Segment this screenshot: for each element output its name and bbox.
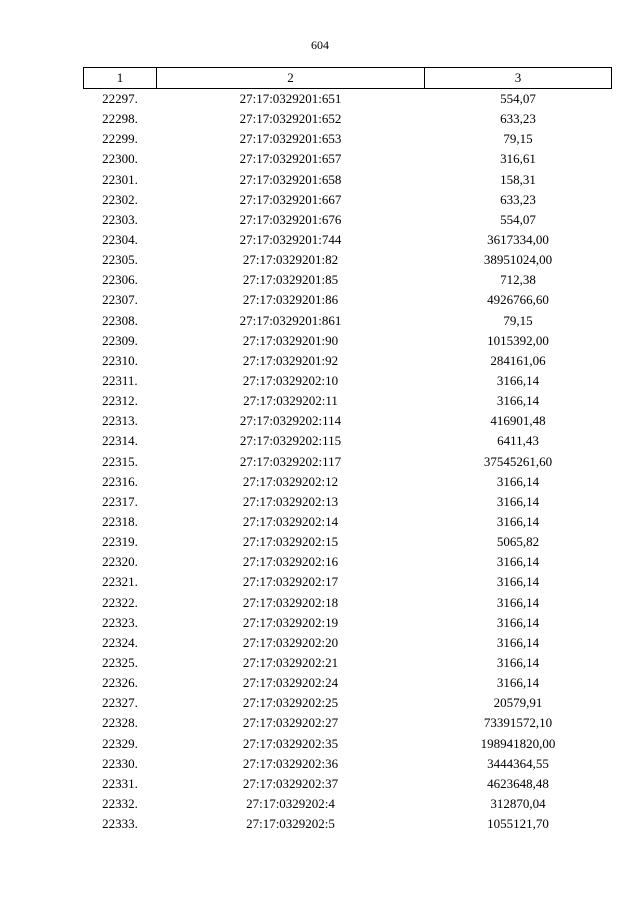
row-number: 22327. bbox=[102, 695, 138, 711]
row-number: 22302. bbox=[102, 191, 138, 207]
table-row bbox=[84, 89, 612, 110]
row-number: 22299. bbox=[102, 131, 138, 147]
table-row bbox=[84, 149, 612, 169]
row-number: 22314. bbox=[102, 433, 138, 449]
value: 3166,14 bbox=[496, 675, 540, 691]
table-row bbox=[84, 794, 612, 814]
table-row bbox=[84, 371, 612, 391]
table-row bbox=[84, 693, 612, 713]
table-row bbox=[84, 270, 612, 290]
cadastral-number: 27:17:0329202:5 bbox=[246, 816, 335, 832]
row-number: 22303. bbox=[102, 211, 138, 227]
row-number: 22305. bbox=[102, 252, 138, 268]
value: 73391572,10 bbox=[483, 715, 553, 731]
value: 284161,06 bbox=[490, 352, 546, 368]
cadastral-number: 27:17:0329201:82 bbox=[242, 252, 339, 268]
table-row bbox=[84, 572, 612, 592]
table-row bbox=[84, 290, 612, 310]
cadastral-number: 27:17:0329201:651 bbox=[239, 91, 342, 107]
row-number: 22317. bbox=[102, 493, 138, 509]
table-row bbox=[84, 351, 612, 371]
cadastral-number: 27:17:0329201:861 bbox=[239, 312, 342, 328]
cadastral-number: 27:17:0329202:21 bbox=[242, 655, 339, 670]
cadastral-number: 27:17:0329202:20 bbox=[242, 634, 339, 650]
row-number: 22320. bbox=[102, 554, 138, 570]
cadastral-table bbox=[83, 67, 612, 834]
value: 712,38 bbox=[500, 272, 536, 288]
cadastral-number: 27:17:0329201:652 bbox=[239, 111, 342, 127]
value: 4623648,48 bbox=[487, 775, 549, 791]
cadastral-number: 27:17:0329202:35 bbox=[242, 735, 339, 751]
table-row bbox=[84, 170, 612, 190]
cadastral-number: 27:17:0329202:14 bbox=[242, 514, 339, 530]
cadastral-number: 27:17:0329201:85 bbox=[242, 272, 339, 288]
value: 3166,14 bbox=[496, 514, 540, 530]
value: 79,15 bbox=[503, 312, 533, 328]
cadastral-number: 27:17:0329202:19 bbox=[242, 614, 339, 630]
cadastral-number: 27:17:0329201:657 bbox=[239, 151, 342, 167]
header-col-2: 2 bbox=[157, 68, 425, 89]
value: 3166,14 bbox=[496, 393, 540, 409]
cadastral-number: 27:17:0329202:13 bbox=[242, 493, 339, 509]
row-number: 22298. bbox=[102, 111, 138, 127]
cadastral-number: 27:17:0329202:117 bbox=[239, 453, 342, 469]
table-row bbox=[84, 452, 612, 472]
cadastral-number: 27:17:0329201:667 bbox=[239, 191, 342, 207]
row-number: 22322. bbox=[102, 594, 138, 610]
value: 3166,14 bbox=[496, 554, 540, 570]
table-row bbox=[84, 250, 612, 270]
row-number: 22301. bbox=[102, 171, 138, 187]
table-row bbox=[84, 713, 612, 733]
value: 3166,14 bbox=[496, 655, 540, 670]
row-number: 22315. bbox=[102, 453, 138, 469]
value: 633,23 bbox=[500, 111, 536, 127]
cadastral-number: 27:17:0329202:27 bbox=[242, 715, 339, 731]
value: 554,07 bbox=[500, 211, 536, 227]
value: 554,07 bbox=[500, 91, 536, 107]
row-number: 22333. bbox=[102, 816, 138, 832]
table-row bbox=[84, 391, 612, 411]
row-number: 22309. bbox=[102, 332, 138, 348]
cadastral-number: 27:17:0329202:24 bbox=[242, 675, 339, 691]
value: 312870,04 bbox=[490, 795, 546, 811]
cadastral-number: 27:17:0329202:18 bbox=[242, 594, 339, 610]
row-number: 22297. bbox=[102, 91, 138, 107]
cadastral-number: 27:17:0329201:92 bbox=[242, 352, 339, 368]
value: 38951024,00 bbox=[483, 252, 553, 268]
table-row bbox=[84, 613, 612, 633]
cadastral-number: 27:17:0329202:15 bbox=[242, 534, 339, 550]
value: 3166,14 bbox=[496, 493, 540, 509]
row-number: 22300. bbox=[102, 151, 138, 167]
cadastral-number: 27:17:0329201:653 bbox=[239, 131, 342, 147]
row-number: 22328. bbox=[102, 715, 138, 731]
table-row bbox=[84, 472, 612, 492]
table-row bbox=[84, 653, 612, 673]
header-col-3: 3 bbox=[425, 68, 612, 89]
table-row bbox=[84, 814, 612, 834]
header-col-1: 1 bbox=[84, 68, 157, 89]
table-row bbox=[84, 774, 612, 794]
value: 158,31 bbox=[500, 171, 536, 187]
value: 37545261,60 bbox=[483, 453, 553, 469]
row-number: 22323. bbox=[102, 614, 138, 630]
cadastral-number: 27:17:0329202:25 bbox=[242, 695, 339, 711]
value: 3166,14 bbox=[496, 473, 540, 489]
table-row bbox=[84, 754, 612, 774]
cadastral-number: 27:17:0329202:36 bbox=[242, 755, 339, 771]
row-number: 22304. bbox=[102, 232, 138, 248]
row-number: 22330. bbox=[102, 755, 138, 771]
cadastral-number: 27:17:0329202:10 bbox=[242, 373, 339, 389]
row-number: 22319. bbox=[102, 534, 138, 550]
table-header bbox=[84, 68, 612, 89]
row-number: 22307. bbox=[102, 292, 138, 308]
cadastral-number: 27:17:0329201:90 bbox=[242, 332, 339, 348]
value: 3444364,55 bbox=[487, 755, 549, 771]
cadastral-number: 27:17:0329202:4 bbox=[246, 795, 335, 811]
table-row bbox=[84, 109, 612, 129]
cadastral-number: 27:17:0329202:16 bbox=[242, 554, 339, 570]
value: 3617334,00 bbox=[487, 232, 549, 248]
row-number: 22332. bbox=[102, 795, 138, 811]
value: 6411,43 bbox=[497, 433, 539, 449]
table-row bbox=[84, 230, 612, 250]
row-number: 22313. bbox=[102, 413, 138, 429]
cadastral-number: 27:17:0329201:86 bbox=[242, 292, 339, 308]
value: 316,61 bbox=[500, 151, 536, 167]
row-number: 22311. bbox=[102, 373, 138, 389]
table-row bbox=[84, 331, 612, 351]
value: 3166,14 bbox=[496, 594, 540, 610]
value: 79,15 bbox=[503, 131, 533, 147]
value: 20579,91 bbox=[493, 695, 543, 711]
value: 3166,14 bbox=[496, 634, 540, 650]
table-row bbox=[84, 532, 612, 552]
cadastral-number: 27:17:0329201:658 bbox=[239, 171, 342, 187]
row-number: 22310. bbox=[102, 352, 138, 368]
table-row bbox=[84, 411, 612, 431]
value: 4926766,60 bbox=[487, 292, 549, 308]
table-row bbox=[84, 129, 612, 149]
value: 5065,82 bbox=[496, 534, 540, 550]
table-row bbox=[84, 210, 612, 230]
row-number: 22329. bbox=[102, 735, 138, 751]
value: 633,23 bbox=[500, 191, 536, 207]
row-number: 22312. bbox=[102, 393, 138, 409]
value: 3166,14 bbox=[496, 614, 540, 630]
value: 3166,14 bbox=[496, 574, 540, 590]
value: 3166,14 bbox=[496, 373, 540, 389]
table-row bbox=[84, 552, 612, 572]
row-number: 22306. bbox=[102, 272, 138, 288]
table-row bbox=[84, 492, 612, 512]
page-number: 604 bbox=[311, 38, 329, 52]
value: 1015392,00 bbox=[487, 332, 549, 348]
cadastral-number: 27:17:0329202:115 bbox=[239, 433, 342, 449]
cadastral-number: 27:17:0329202:37 bbox=[242, 775, 339, 791]
row-number: 22308. bbox=[102, 312, 138, 328]
cadastral-number: 27:17:0329202:114 bbox=[239, 413, 342, 429]
cadastral-number: 27:17:0329202:12 bbox=[242, 473, 339, 489]
row-number: 22316. bbox=[102, 473, 138, 489]
cadastral-number: 27:17:0329201:676 bbox=[239, 211, 342, 227]
row-number: 22321. bbox=[102, 574, 138, 590]
header-row bbox=[84, 68, 612, 89]
table-row bbox=[84, 512, 612, 532]
table-row bbox=[84, 673, 612, 693]
table-row bbox=[84, 633, 612, 653]
table-row bbox=[84, 431, 612, 451]
cadastral-number: 27:17:0329202:11 bbox=[243, 393, 338, 409]
row-number: 22318. bbox=[102, 514, 138, 530]
table-row bbox=[84, 593, 612, 613]
cadastral-number: 27:17:0329202:17 bbox=[242, 574, 339, 590]
table-body bbox=[84, 89, 612, 835]
row-number: 22331. bbox=[102, 775, 138, 791]
table-row bbox=[84, 190, 612, 210]
row-number: 22326. bbox=[102, 675, 138, 691]
cadastral-number: 27:17:0329201:744 bbox=[239, 232, 342, 248]
table-row bbox=[84, 311, 612, 331]
value: 198941820,00 bbox=[480, 735, 556, 751]
value: 416901,48 bbox=[490, 413, 546, 429]
row-number: 22324. bbox=[102, 634, 138, 650]
table-row bbox=[84, 734, 612, 754]
value: 1055121,70 bbox=[487, 816, 549, 832]
row-number: 22325. bbox=[102, 655, 138, 670]
